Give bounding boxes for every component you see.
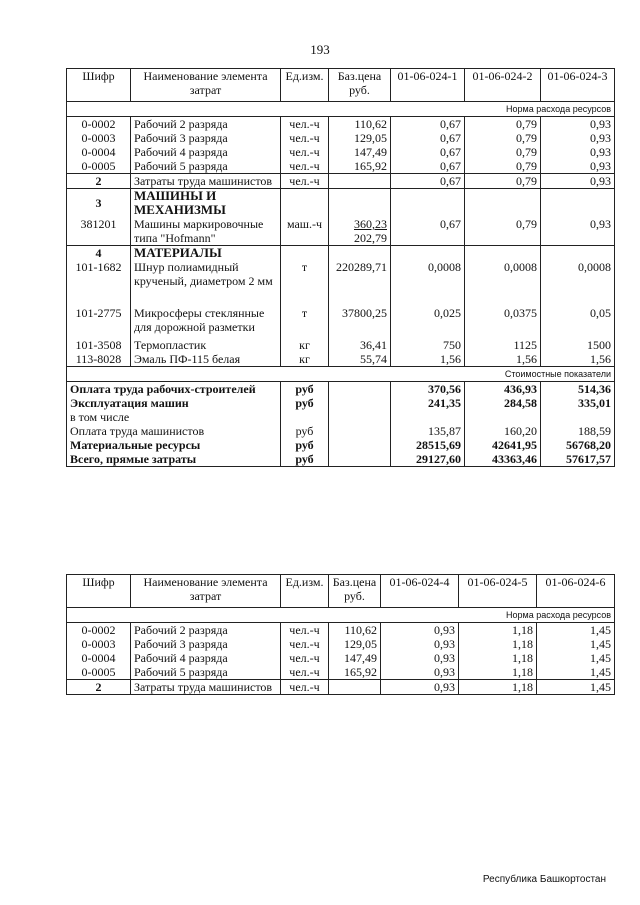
empty-cell (465, 246, 541, 261)
header-price: Баз.цена руб. (329, 575, 381, 608)
section-row-materials (67, 246, 615, 261)
empty-cell (391, 246, 465, 261)
norm-label: Норма расхода ресурсов (67, 102, 615, 117)
table-row (67, 665, 615, 680)
row-value: 0,0008 (465, 260, 541, 306)
page-number: 193 (310, 42, 330, 57)
cost-value: 56768,20 (541, 438, 615, 452)
row-name: Рабочий 4 разряда (131, 651, 281, 665)
row-name: Рабочий 2 разряда (131, 623, 281, 638)
empty-cell (329, 452, 391, 467)
cost-unit: руб (281, 382, 329, 397)
empty-cell (465, 189, 541, 218)
table-row (67, 651, 615, 665)
row-name: Эмаль ПФ-115 белая (131, 352, 281, 367)
row-value: 0,67 (391, 131, 465, 145)
cost-value: 335,01 (541, 396, 615, 424)
norm-label: Норма расхода ресурсов (67, 608, 615, 623)
row-value: 0,05 (541, 306, 615, 338)
row-value: 0,79 (465, 117, 541, 132)
cost-subname: в том числе (70, 410, 130, 424)
row-unit: чел.-ч (281, 665, 329, 680)
empty-cell (329, 396, 391, 424)
row-name: Рабочий 3 разряда (131, 131, 281, 145)
header-col-1: 01-06-024-1 (391, 69, 465, 102)
row-value: 0,79 (465, 145, 541, 159)
row-unit: т (281, 260, 329, 306)
machinists-row (67, 680, 615, 695)
empty-cell (329, 189, 391, 218)
header-unit: Ед.изм. (281, 69, 329, 102)
cost-unit: руб (281, 452, 329, 467)
row-code: 381201 (67, 217, 131, 246)
row-code: 113-8028 (67, 352, 131, 367)
row-code: 0-0003 (67, 131, 131, 145)
section-code: 3 (67, 189, 131, 218)
empty-cell (281, 246, 329, 261)
row-value: 0,0008 (541, 260, 615, 306)
section-row-machines (67, 189, 615, 218)
row-name: Микросферы стеклянные для дорожной разметки (131, 306, 281, 338)
row-price (329, 174, 391, 189)
empty-cell (329, 382, 391, 397)
row-name: Машины маркировочные типа "Hofmann" (131, 217, 281, 246)
cost-value: 29127,60 (391, 452, 465, 467)
cost-name: Оплата труда рабочих-строителей (67, 382, 281, 397)
row-value: 1,18 (459, 623, 537, 638)
row-code: 0-0002 (67, 623, 131, 638)
row-value: 0,93 (541, 174, 615, 189)
row-value: 0,93 (541, 117, 615, 132)
row-value: 0,0375 (465, 306, 541, 338)
row-price (329, 217, 391, 246)
row-price: 110,62 (329, 117, 391, 132)
row-value: 1,45 (537, 665, 615, 680)
row-value: 1,18 (459, 651, 537, 665)
row-unit: чел.-ч (281, 117, 329, 132)
row-name: Термопластик (131, 338, 281, 352)
row-price: 37800,25 (329, 306, 391, 338)
row-unit: чел.-ч (281, 159, 329, 174)
footer-region: Республика Башкортостан (482, 874, 606, 885)
header-col-5: 01-06-024-5 (459, 575, 537, 608)
row-code: 0-0004 (67, 651, 131, 665)
row-value: 0,93 (541, 145, 615, 159)
row-unit: чел.-ч (281, 637, 329, 651)
row-name: Рабочий 2 разряда (131, 117, 281, 132)
cost-value: 241,35 (391, 396, 465, 424)
header-code: Шифр (67, 69, 131, 102)
row-price: 165,92 (329, 665, 381, 680)
row-value: 0,93 (381, 665, 459, 680)
header-col-3: 01-06-024-3 (541, 69, 615, 102)
cost-value: 28515,69 (391, 438, 465, 452)
row-name: Затраты труда машинистов (131, 680, 281, 695)
row-code: 0-0004 (67, 145, 131, 159)
row-value: 1,18 (459, 637, 537, 651)
table-row (67, 159, 615, 174)
cost-name: Эксплуатация машин (70, 396, 189, 410)
header-name: Наименование элемента затрат (131, 69, 281, 102)
cost-name-cell (67, 396, 281, 424)
header-col-4: 01-06-024-4 (381, 575, 459, 608)
row-code: 101-2775 (67, 306, 131, 338)
row-unit: чел.-ч (281, 145, 329, 159)
row-name: Рабочий 5 разряда (131, 665, 281, 680)
row-price: 55,74 (329, 352, 391, 367)
row-price: 129,05 (329, 131, 391, 145)
empty-cell (541, 246, 615, 261)
header-code: Шифр (67, 575, 131, 608)
cost-name: Материальные ресурсы (67, 438, 281, 452)
row-value: 1,45 (537, 651, 615, 665)
norm-label-row (67, 102, 615, 117)
table-row (67, 131, 615, 145)
row-value: 1,56 (465, 352, 541, 367)
cost-name: Всего, прямые затраты (67, 452, 281, 467)
norm-label-row (67, 608, 615, 623)
row-price: 36,41 (329, 338, 391, 352)
cost-row-machines (67, 396, 615, 424)
row-code: 0-0003 (67, 637, 131, 651)
row-code: 101-3508 (67, 338, 131, 352)
table-row (67, 637, 615, 651)
table-row (67, 117, 615, 132)
row-code: 2 (67, 680, 131, 695)
row-value: 1,18 (459, 665, 537, 680)
header-col-6: 01-06-024-6 (537, 575, 615, 608)
row-name: Рабочий 5 разряда (131, 159, 281, 174)
cost-unit: руб (281, 396, 329, 424)
price-value-second: 202,79 (354, 231, 387, 245)
header-name: Наименование элемента затрат (131, 575, 281, 608)
row-value: 0,93 (381, 680, 459, 695)
cost-value: 135,87 (391, 424, 465, 438)
row-code: 0-0005 (67, 159, 131, 174)
row-value: 0,79 (465, 174, 541, 189)
cost-value: 160,20 (465, 424, 541, 438)
row-unit: чел.-ч (281, 623, 329, 638)
cost-value: 57617,57 (541, 452, 615, 467)
table-header-row (67, 69, 615, 102)
row-value: 0,67 (391, 217, 465, 246)
row-value: 1,45 (537, 637, 615, 651)
row-value: 0,93 (541, 217, 615, 246)
row-value: 1500 (541, 338, 615, 352)
section-title: МАТЕРИАЛЫ (131, 246, 281, 261)
row-name: Затраты труда машинистов (131, 174, 281, 189)
cost-value: 188,59 (541, 424, 615, 438)
empty-cell (329, 438, 391, 452)
row-value: 0,93 (381, 651, 459, 665)
row-unit: маш.-ч (281, 217, 329, 246)
row-unit: чел.-ч (281, 174, 329, 189)
table-row (67, 306, 615, 338)
empty-cell (541, 189, 615, 218)
table-header-row (67, 575, 615, 608)
row-unit: чел.-ч (281, 680, 329, 695)
row-value: 0,93 (381, 623, 459, 638)
empty-cell (329, 424, 391, 438)
row-value: 1,45 (537, 680, 615, 695)
machinists-row (67, 174, 615, 189)
row-price: 147,49 (329, 145, 391, 159)
row-code: 2 (67, 174, 131, 189)
empty-cell (391, 189, 465, 218)
cost-value: 370,56 (391, 382, 465, 397)
row-price: 129,05 (329, 637, 381, 651)
empty-cell (329, 246, 391, 261)
row-price: 110,62 (329, 623, 381, 638)
row-value: 0,67 (391, 117, 465, 132)
row-price: 165,92 (329, 159, 391, 174)
row-name: Рабочий 3 разряда (131, 637, 281, 651)
row-unit: кг (281, 352, 329, 367)
row-code: 0-0005 (67, 665, 131, 680)
cost-value: 42641,95 (465, 438, 541, 452)
row-value: 0,025 (391, 306, 465, 338)
table-row (67, 338, 615, 352)
empty-cell (281, 189, 329, 218)
row-value: 1,56 (391, 352, 465, 367)
section-title: МАШИНЫ И МЕХАНИЗМЫ (131, 189, 281, 218)
row-unit: т (281, 306, 329, 338)
header-unit: Ед.изм. (281, 575, 329, 608)
price-value: 360,23 (354, 217, 387, 231)
row-value: 1125 (465, 338, 541, 352)
row-value: 0,67 (391, 174, 465, 189)
row-value: 750 (391, 338, 465, 352)
row-price: 220289,71 (329, 260, 391, 306)
row-value: 1,56 (541, 352, 615, 367)
row-name: Рабочий 4 разряда (131, 145, 281, 159)
cost-value: 284,58 (465, 396, 541, 424)
table-row (67, 623, 615, 638)
row-value: 0,93 (381, 637, 459, 651)
cost-value: 436,93 (465, 382, 541, 397)
header-price: Баз.цена руб. (329, 69, 391, 102)
table-row (67, 145, 615, 159)
row-value: 0,79 (465, 131, 541, 145)
row-unit: чел.-ч (281, 651, 329, 665)
cost-row-labor (67, 382, 615, 397)
row-name: Шнур полиамидный крученый, диаметром 2 мм (131, 260, 281, 306)
row-value: 1,18 (459, 680, 537, 695)
row-unit: чел.-ч (281, 131, 329, 145)
header-col-2: 01-06-024-2 (465, 69, 541, 102)
cost-row-materials (67, 438, 615, 452)
row-value: 0,79 (465, 159, 541, 174)
row-value: 0,93 (541, 131, 615, 145)
table-row (67, 352, 615, 367)
cost-row-total (67, 452, 615, 467)
cost-name: Оплата труда машинистов (67, 424, 281, 438)
row-value: 0,0008 (391, 260, 465, 306)
cost-unit: руб (281, 438, 329, 452)
resource-table-1 (66, 68, 615, 467)
row-value: 1,45 (537, 623, 615, 638)
row-code: 101-1682 (67, 260, 131, 306)
row-unit: кг (281, 338, 329, 352)
resource-table-2 (66, 574, 615, 695)
row-price: 147,49 (329, 651, 381, 665)
row-value: 0,67 (391, 159, 465, 174)
row-value: 0,79 (465, 217, 541, 246)
row-price (329, 680, 381, 695)
table-row (67, 217, 615, 246)
cost-unit: руб (281, 424, 329, 438)
row-value: 0,67 (391, 145, 465, 159)
cost-value: 514,36 (541, 382, 615, 397)
cost-row-machinists (67, 424, 615, 438)
cost-label-row (67, 367, 615, 382)
table-row (67, 260, 615, 306)
cost-label: Стоимостные показатели (67, 367, 615, 382)
section-code: 4 (67, 246, 131, 261)
row-code: 0-0002 (67, 117, 131, 132)
row-value: 0,93 (541, 159, 615, 174)
cost-value: 43363,46 (465, 452, 541, 467)
